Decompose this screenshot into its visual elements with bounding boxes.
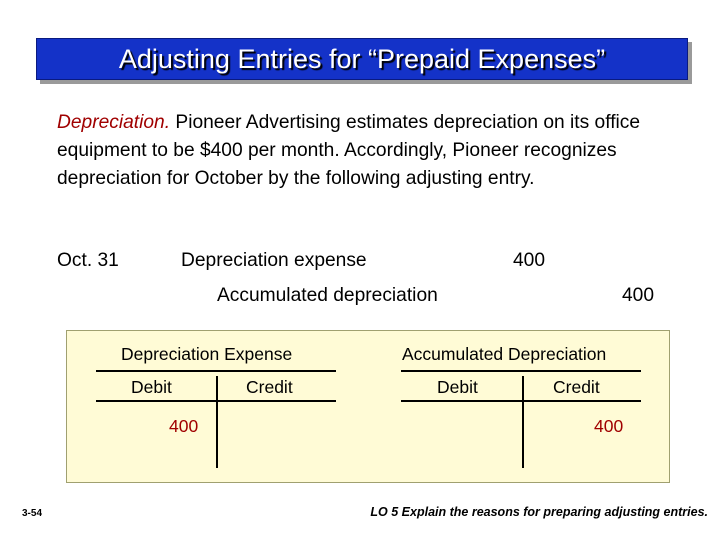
debit-value: 400 <box>169 416 199 436</box>
credit-value: 400 <box>594 416 624 436</box>
paragraph-body: Pioneer Advertising estimates depreciation on its office equipment to be $400 per month. Accordingly, Pioneer recognizes depreciation for October by the following adjusting entry. <box>57 112 641 189</box>
description-paragraph <box>57 109 687 193</box>
credit-label: Credit <box>246 377 293 397</box>
t-account-cross-line <box>401 400 641 402</box>
slide-number: 3-54 <box>22 508 43 519</box>
credit-label: Credit <box>553 377 600 397</box>
t-account-title: Depreciation Expense <box>121 344 293 364</box>
t-account-divider <box>216 376 218 468</box>
t-account-title: Accumulated Depreciation <box>402 344 607 364</box>
slide-title: Adjusting Entries for “Prepaid Expenses” <box>118 43 606 74</box>
t-account-top-line <box>401 370 641 372</box>
footer-learning-objective: LO 5 Explain the reasons for preparing adjusting entries. <box>370 505 708 519</box>
t-account-divider <box>522 376 524 468</box>
debit-account: Depreciation expense <box>181 250 367 271</box>
t-account-top-line <box>96 370 336 372</box>
credit-amount: 400 <box>622 285 655 306</box>
entry-date: Oct. 31 <box>57 250 119 271</box>
credit-account: Accumulated depreciation <box>217 285 438 306</box>
debit-amount: 400 <box>513 250 546 271</box>
paragraph-lead: Depreciation. <box>57 112 171 133</box>
title-bar <box>36 38 688 80</box>
debit-label: Debit <box>437 377 478 397</box>
debit-label: Debit <box>131 377 172 397</box>
